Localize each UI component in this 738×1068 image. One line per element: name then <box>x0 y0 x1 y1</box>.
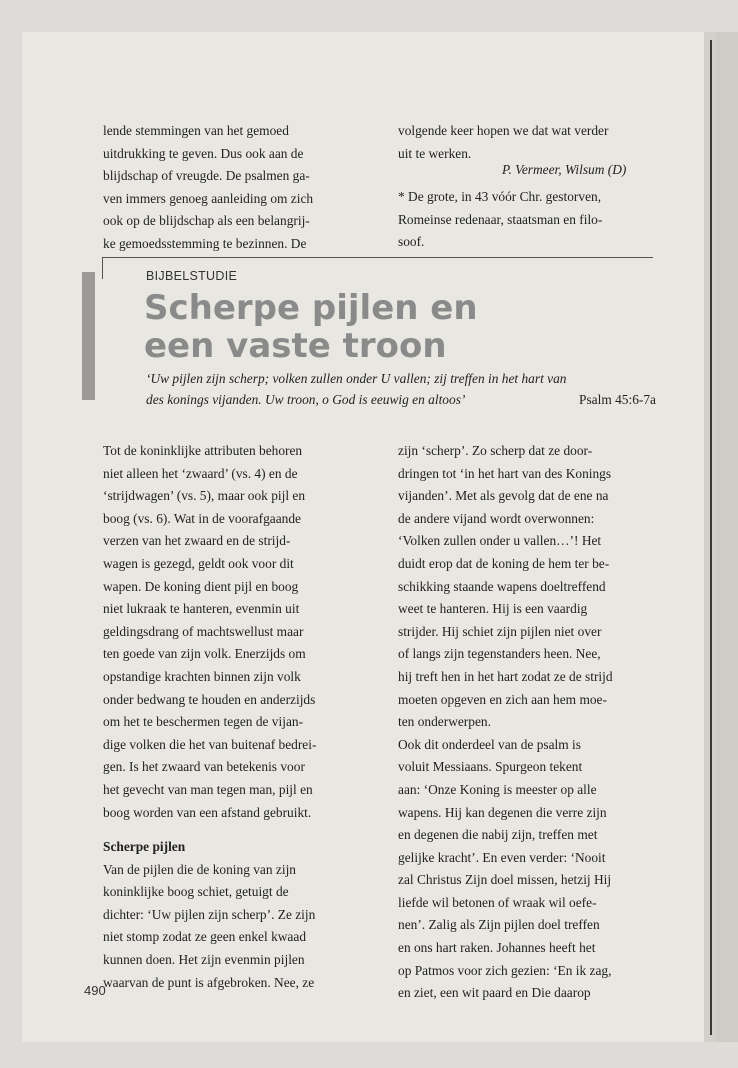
text-line: ‘strijdwagen’ (vs. 5), maar ook pijl en <box>103 488 306 504</box>
author-signature: P. Vermeer, Wilsum (D) <box>502 162 627 177</box>
text-line: voluit Messiaans. Spurgeon tekent <box>398 759 583 775</box>
text-line: op Patmos voor zich gezien: ‘En ik zag, <box>398 962 612 978</box>
text-line: onder bedwang te houden en anderzijds <box>103 691 316 707</box>
text-line: zijn ‘scherp’. Zo scherp dat ze door- <box>398 443 593 458</box>
text-line: boog (vs. 6). Wat in de voorafgaande <box>103 510 301 526</box>
text-line: hij treft hen in het hart zodat ze de strijd <box>398 668 613 684</box>
text-line: soof. <box>398 234 425 250</box>
text-line: gelijke kracht’. En even verder: ‘Nooit <box>398 849 606 865</box>
quote-line: ‘Uw pijlen zijn scherp; volken zullen onder U vallen; zij treffen in het hart van <box>146 371 567 386</box>
footnote <box>398 186 602 254</box>
text-line: de andere vijand wordt overwonnen: <box>398 510 595 526</box>
text-line: gen. Is het zwaard van betekenis voor <box>103 759 305 775</box>
scripture-reference: Psalm 45:6-7a <box>579 392 656 407</box>
text-line: en ons hart raken. Johannes heeft het <box>398 940 596 956</box>
text-line: wapen. De koning dient pijl en boog <box>103 578 299 594</box>
body-right-column <box>398 440 613 1005</box>
text-line: en ziet, een wit paard en Die daarop <box>398 985 591 1001</box>
text-line: vijanden’. Met als gevolg dat de ene na <box>398 488 609 504</box>
next-page-edge <box>716 32 738 1042</box>
text-line: koninklijke boog schiet, getuigt de <box>103 884 289 900</box>
text-line: ten onderwerpen. <box>398 714 491 730</box>
text-line: niet alleen het ‘zwaard’ (vs. 4) en de <box>103 465 298 481</box>
subheading: Scherpe pijlen <box>103 839 186 855</box>
text-line: moeten opgeven en zich aan hem moe- <box>398 691 607 707</box>
top-left-column <box>103 120 313 256</box>
text-line: weet te hanteren. Hij is een vaardig <box>398 601 588 617</box>
text-line: Van de pijlen die de koning van zijn <box>103 861 296 877</box>
quote-line: des konings vijanden. Uw troon, o God is eeuwig en altoos’ <box>146 392 466 407</box>
text-line: nen’. Zalig als Zijn pijlen doel treffen <box>398 917 600 933</box>
text-line: Tot de koninklijke attributen behoren <box>103 443 303 458</box>
text-line: uitdrukking te geven. Dus ook aan de <box>103 145 304 161</box>
text-line: en degenen die nabij zijn, treffen met <box>398 827 598 843</box>
title-line: een vaste troon <box>144 326 447 366</box>
text-line: uit te werken. <box>398 145 472 161</box>
text-line: schikking staande wapens doeltreffend <box>398 578 606 594</box>
text-line: volgende keer hopen we dat wat verder <box>398 123 609 138</box>
text-line: ‘Volken zullen onder u vallen…’! Het <box>398 533 602 549</box>
text-line: opstandige krachten binnen zijn volk <box>103 668 301 684</box>
text-line: niet stomp zodat ze geen enkel kwaad <box>103 929 307 945</box>
text-line: Ook dit onderdeel van de psalm is <box>398 736 581 752</box>
section-rule-corner <box>102 257 103 279</box>
text-line: dringen tot ‘in het hart van des Konings <box>398 465 612 481</box>
text-line: ook op de blijdschap als een belangrij- <box>103 213 310 229</box>
paragraph-gap <box>103 824 316 836</box>
text-line: duidt erop dat de koning de hem ter be- <box>398 555 610 571</box>
text-line: verzen van het zwaard en de strijd- <box>103 533 291 549</box>
book-spine-line <box>710 40 712 1035</box>
text-line: liefde wil betonen of wraak wil oefe- <box>398 894 597 910</box>
text-line: boog worden van een afstand gebruikt. <box>103 804 312 820</box>
top-right-column <box>398 120 608 165</box>
text-line: wagen is gezegd, geldt ook voor dit <box>103 555 294 571</box>
text-line: om het te beschermen tegen de vijan- <box>103 714 304 730</box>
text-line: wapens. Hij kan degenen die verre zijn <box>398 804 607 820</box>
text-line: aan: ‘Onze Koning is meester op alle <box>398 781 597 797</box>
text-line: het gevecht van man tegen man, pijl en <box>103 781 313 797</box>
page-number: 490 <box>84 983 106 998</box>
text-line: ven immers genoeg aanleiding om zich <box>103 190 314 206</box>
text-line: kunnen doen. Het zijn evenmin pijlen <box>103 952 305 968</box>
text-line: dige volken die het van buitenaf bedrei- <box>103 736 317 752</box>
text-line: blijdschap of vreugde. De psalmen ga- <box>103 168 310 184</box>
title-line: Scherpe pijlen en <box>144 288 478 328</box>
accent-bar <box>82 272 95 400</box>
text-line: zal Christus Zijn doel missen, hetzij Hij <box>398 872 612 888</box>
text-line: ten goede van zijn volk. Enerzijds om <box>103 646 306 662</box>
article-title <box>144 289 478 365</box>
text-line: niet lukraak te hanteren, evenmin uit <box>103 601 300 617</box>
text-line: of langs zijn tegenstanders heen. Nee, <box>398 646 601 662</box>
text-line: waarvan de punt is afgebroken. Nee, ze <box>103 974 315 990</box>
text-line: lende stemmingen van het gemoed <box>103 123 289 138</box>
section-rule <box>102 257 653 258</box>
body-left-column <box>103 440 316 994</box>
text-line: strijder. Hij schiet zijn pijlen niet over <box>398 623 602 639</box>
text-line: ke gemoedsstemming te bezinnen. De <box>103 235 307 251</box>
text-line: Romeinse redenaar, staatsman en filo- <box>398 211 603 227</box>
section-kicker: BIJBELSTUDIE <box>146 269 238 283</box>
text-line: * De grote, in 43 vóór Chr. gestorven, <box>398 189 602 204</box>
text-line: dichter: ‘Uw pijlen zijn scherp’. Ze zijn <box>103 906 316 922</box>
scripture-quote <box>146 368 656 410</box>
text-line: geldingsdrang of machtswellust maar <box>103 623 304 639</box>
